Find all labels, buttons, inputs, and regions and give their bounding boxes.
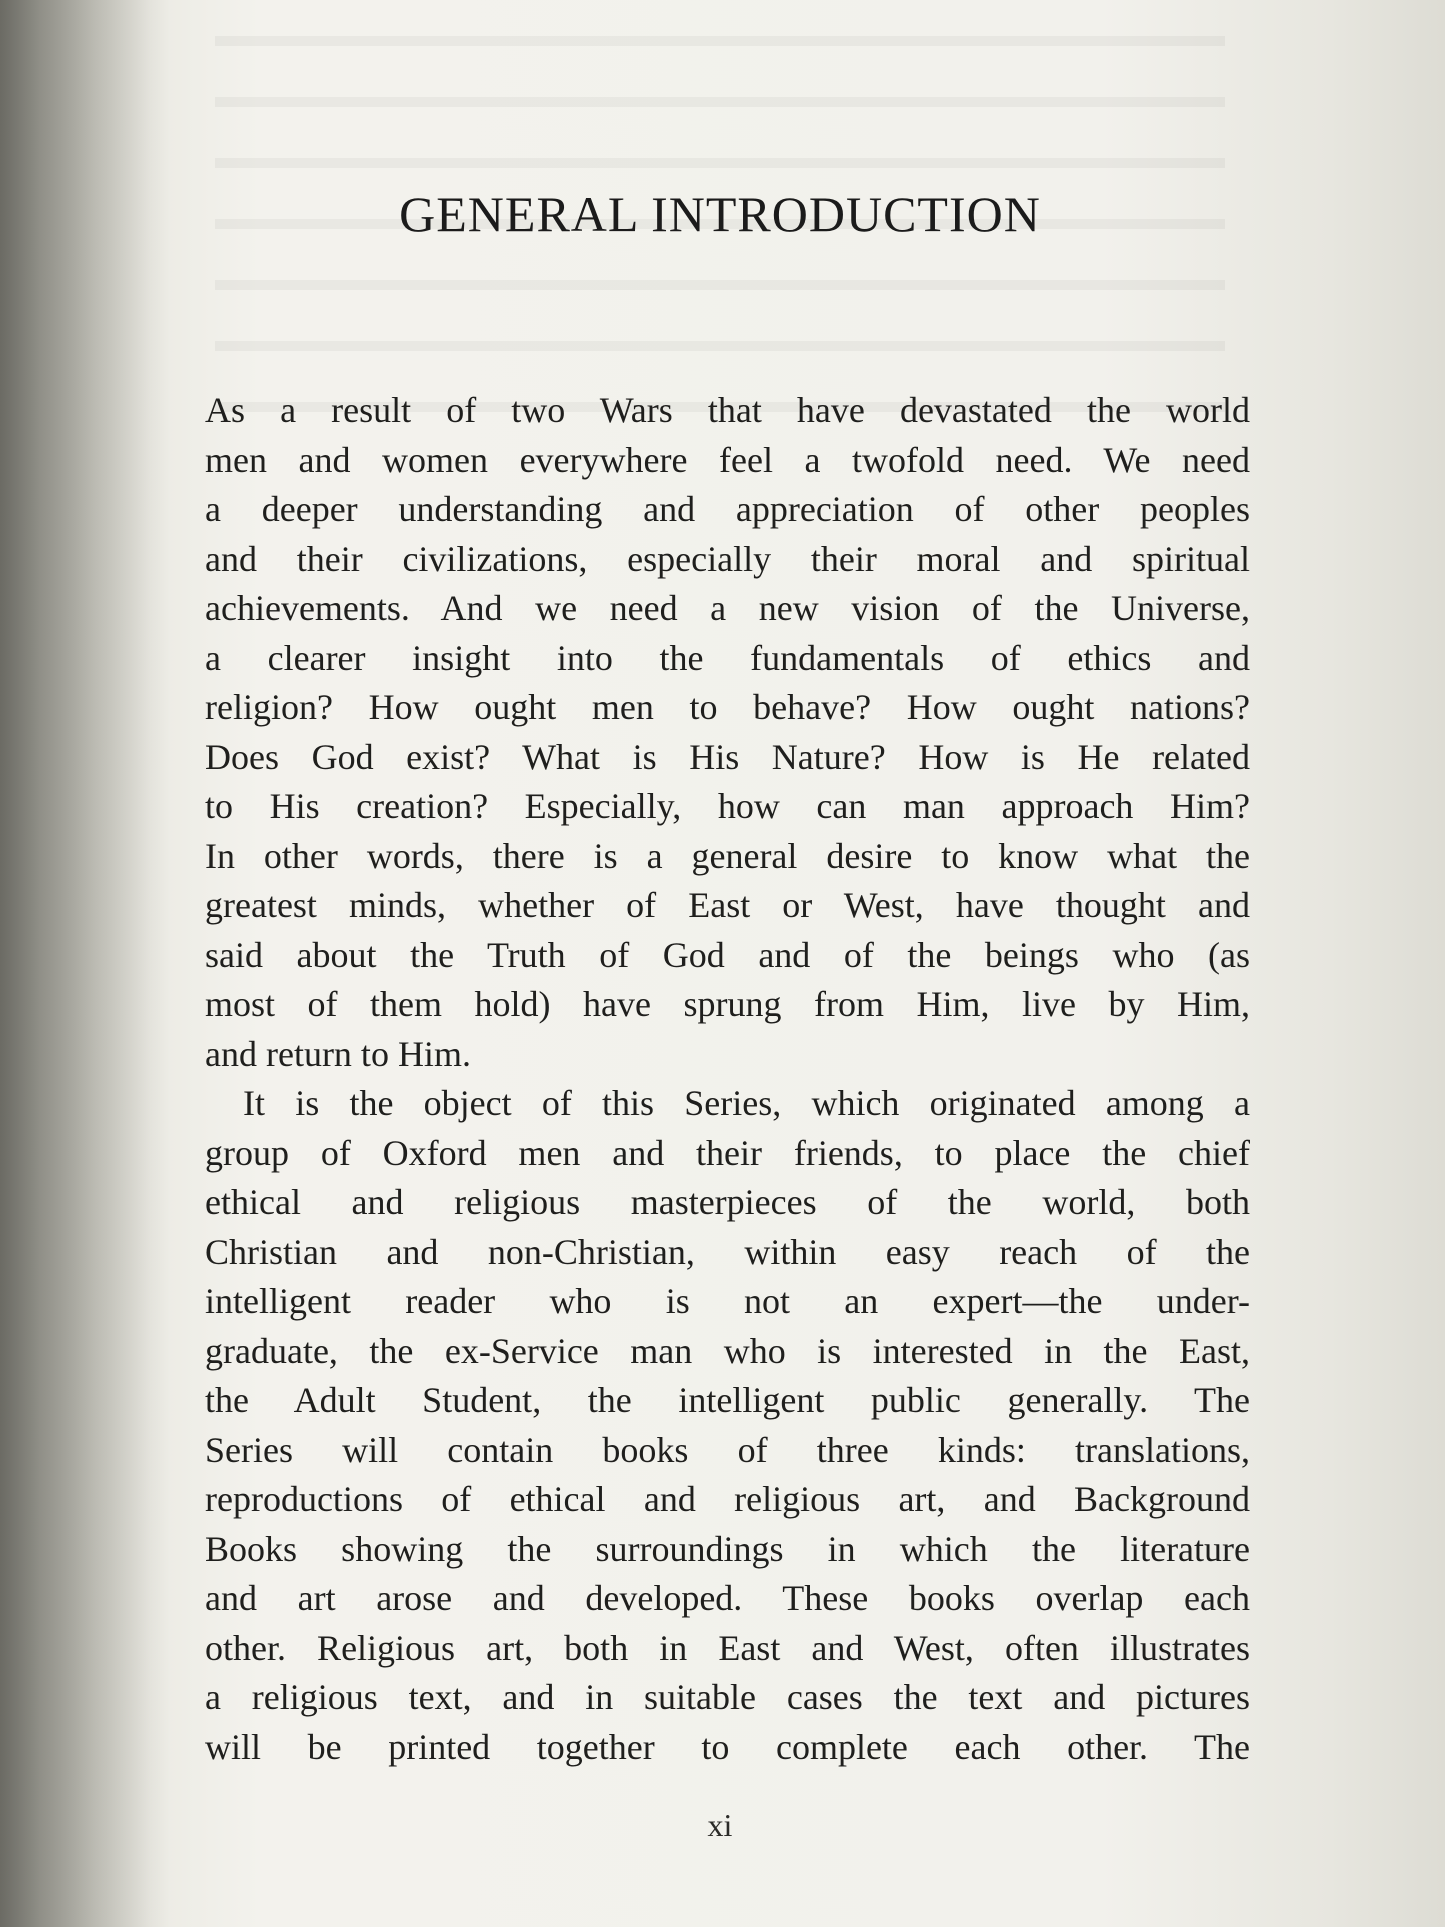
text-line: said about the Truth of God and of the beings who (as: [205, 934, 1250, 975]
text-line: to His creation? Especially, how can man approach Him?: [205, 786, 1250, 826]
text-line: As a result of two Wars that have devastated the world: [205, 390, 1250, 430]
text-line: a clearer insight into the fundamentals of ethics and: [205, 637, 1250, 678]
text-line: a religious text, and in suitable cases the text and pictures: [205, 1677, 1250, 1717]
text-line: It is the object of this Series, which originated among a: [243, 1083, 1250, 1123]
text-line: and their civilizations, especially their moral and spiritual: [205, 538, 1250, 579]
text-line: group of Oxford men and their friends, to place the chief: [205, 1132, 1250, 1173]
text-line: Does God exist? What is His Nature? How is He related: [205, 736, 1250, 777]
book-gutter-shadow: [0, 0, 170, 1927]
text-line: Series will contain books of three kinds: translations,: [205, 1429, 1250, 1470]
text-line: achievements. And we need a new vision of the Universe,: [205, 588, 1250, 628]
text-line: and return to Him.: [205, 1033, 471, 1074]
text-line: men and women everywhere feel a twofold need. We need: [205, 439, 1250, 480]
page-title: GENERAL INTRODUCTION: [399, 186, 1041, 242]
text-line: reproductions of ethical and religious art, and Background: [205, 1479, 1250, 1519]
text-line: the Adult Student, the intelligent public generally. The: [205, 1380, 1250, 1420]
text-line: Christian and non-Christian, within easy reach of the: [205, 1231, 1250, 1272]
text-line: and art arose and developed. These books overlap each: [205, 1578, 1250, 1618]
text-line: graduate, the ex-Service man who is interested in the East,: [205, 1330, 1250, 1371]
text-line: In other words, there is a general desire to know what the: [205, 835, 1250, 876]
text-line: ethical and religious masterpieces of the world, both: [205, 1182, 1250, 1222]
show-through-line: [215, 36, 1225, 89]
introduction-text: [205, 386, 1250, 1772]
text-line: Books showing the surroundings in which the literature: [205, 1528, 1250, 1569]
text-line: a deeper understanding and appreciation of other peoples: [205, 489, 1250, 529]
show-through-line: [215, 280, 1225, 333]
text-line: intelligent reader who is not an expert—the under-: [205, 1281, 1250, 1321]
text-line: other. Religious art, both in East and West, often illustrates: [205, 1627, 1250, 1668]
text-line: most of them hold) have sprung from Him, live by Him,: [205, 984, 1250, 1024]
text-line: greatest minds, whether of East or West, have thought and: [205, 885, 1250, 925]
text-line: religion? How ought men to behave? How ought nations?: [205, 687, 1250, 727]
text-line: will be printed together to complete each other. The: [205, 1726, 1250, 1767]
page-number: xi: [707, 1807, 733, 1843]
show-through-line: [215, 97, 1225, 150]
